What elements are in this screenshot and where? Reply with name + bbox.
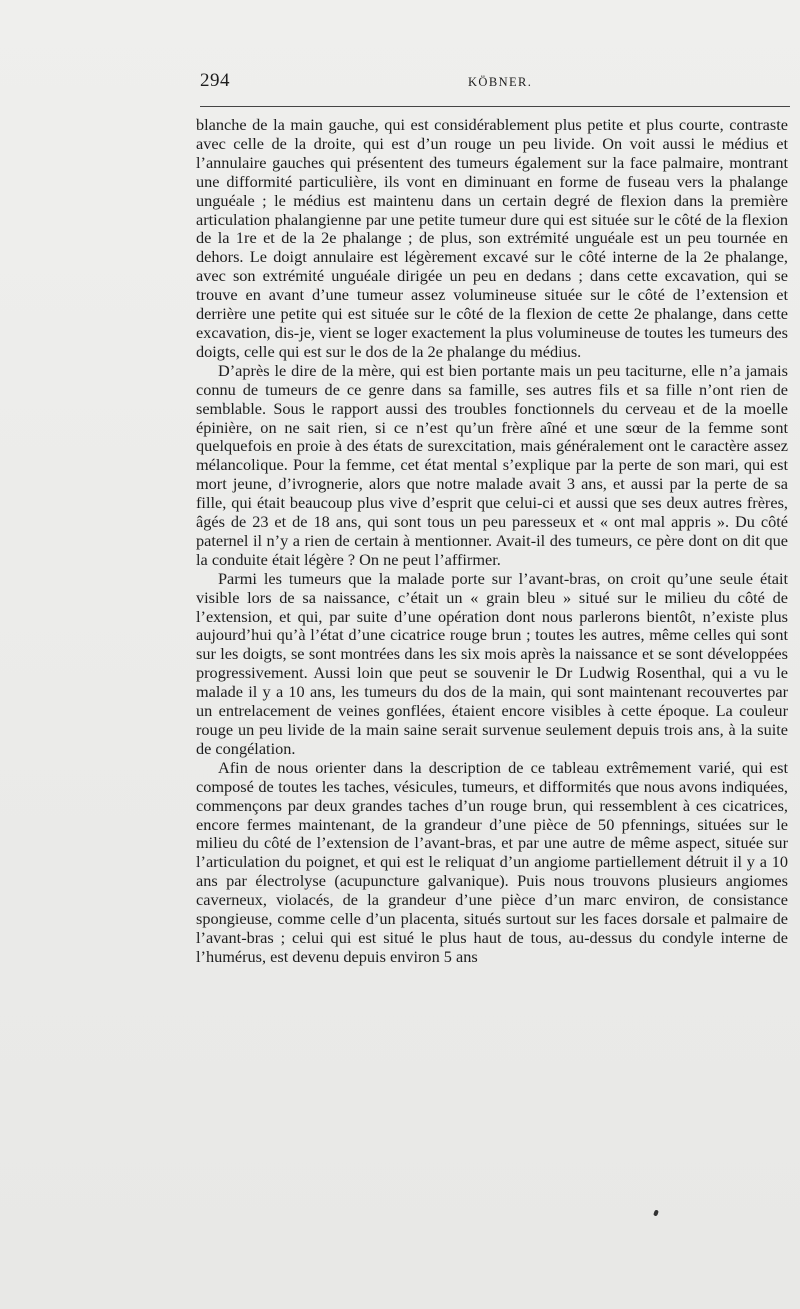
paragraph-1: blanche de la main gauche, qui est considérablement plus petite et plus courte, contraste avec celle de la droite, qui est d’un rouge un peu livide. On voit aussi le médius et l’annulaire gauches qui présentent des tumeurs également sur la face palmaire, montrant une difformité particulière, ils vont en diminuant en forme de fuseau vers la phalange unguéale ; le médius est maintenu dans un certain degré de flexion dans la première articulation phalangienne par une petite tumeur dure qui est située sur le côté de la flexion de la 1re et de la 2e phalange ; de plus, son extrémité unguéale est un peu tournée en dehors. Le doigt annulaire est légèrement excavé sur le côté interne de la 2e phalange, avec son extrémité unguéale dirigée un peu en dedans ; dans cette excavation, qui se trouve en avant d’une tumeur assez volumineuse située sur le côté de l’extension et derrière une petite qui est située sur le côté de la flexion de cette 2e phalange, dans cette excavation, dis-je, vient se loger exactement la plus volumineuse de toutes les tumeurs des doigts, celle qui est sur le dos de la 2e phalange du médius. <box>196 115 788 361</box>
page-header <box>200 70 790 100</box>
ink-speck <box>653 1209 659 1216</box>
body-text <box>196 116 788 967</box>
page-number: 294 <box>200 70 230 91</box>
paragraph-2: D’après le dire de la mère, qui est bien portante mais un peu taciturne, elle n’a jamais connu de tumeurs de ce genre dans sa famille, ses autres fils et sa fille n’ont rien de semblable. Sous le rapport aussi des troubles fonctionnels du cerveau et de la moelle épinière, on ne sait rien, si ce n’est qu’un frère aîné et une sœur de la femme sont quelquefois en proie à des états de surexcitation, mais généralement ont le caractère assez mélancolique. Pour la femme, cet état mental s’explique par la perte de son mari, qui est mort jeune, d’ivrognerie, alors que notre malade avait 3 ans, et aussi par la perte de sa fille, qui était beaucoup plus vive d’esprit que celui-ci et aussi que ses deux autres frères, âgés de 23 et de 18 ans, qui sont tous un peu paresseux et « ont mal appris ». Du côté paternel il n’y a rien de certain à mentionner. Avait-il des tumeurs, ce père dont on dit que la conduite était légère ? On ne peut l’affirmer. <box>196 360 788 569</box>
paragraph-4: Afin de nous orienter dans la description de ce tableau extrêmement varié, qui est composé de toutes les taches, vésicules, tumeurs, et difformités que nous avons indiquées, commençons par deux grandes taches d’un rouge brun, qui ressemblent à ces cicatrices, encore fermes maintenant, de la grandeur d’une pièce de 50 pfennings, situées sur le milieu du côté de l’extension de l’avant-bras, et par une autre de même aspect, située sur l’articulation du poignet, et qui est le reliquat d’un angiome partiellement détruit il y a 10 ans par électrolyse (acupuncture galvanique). Puis nous trouvons plusieurs angiomes caverneux, violacés, de la grandeur d’une pièce d’un marc environ, de consistance spongieuse, comme celle d’un placenta, situés surtout sur les faces dorsale et palmaire de l’avant-bras ; celui qui est situé le plus haut de tous, au-dessus du condyle interne de l’humérus, est devenu depuis environ 5 ans <box>196 757 788 966</box>
header-rule <box>200 106 790 107</box>
paragraph-3: Parmi les tumeurs que la malade porte sur l’avant-bras, on croit qu’une seule était visible lors de sa naissance, c’était un « grain bleu » situé sur le milieu du côté de l’extension, et qui, par suite d’une opération dont nous parlerons bientôt, n’existe plus aujourd’hui qu’à l’état d’une cicatrice rouge brun ; toutes les autres, même celles qui sont sur les doigts, se sont montrées dans les six mois après la naissance et se sont développées progressivement. Aussi loin que peut se souvenir le Dr Ludwig Rosenthal, qui a vu le malade il y a 10 ans, les tumeurs du dos de la main, qui sont maintenant recouvertes par un entrelacement de veines gonflées, étaient encore visibles à cette époque. La couleur rouge un peu livide de la main saine serait survenue seulement depuis trois ans, à la suite de congélation. <box>196 568 788 758</box>
running-head: KÖBNER. <box>468 75 533 89</box>
